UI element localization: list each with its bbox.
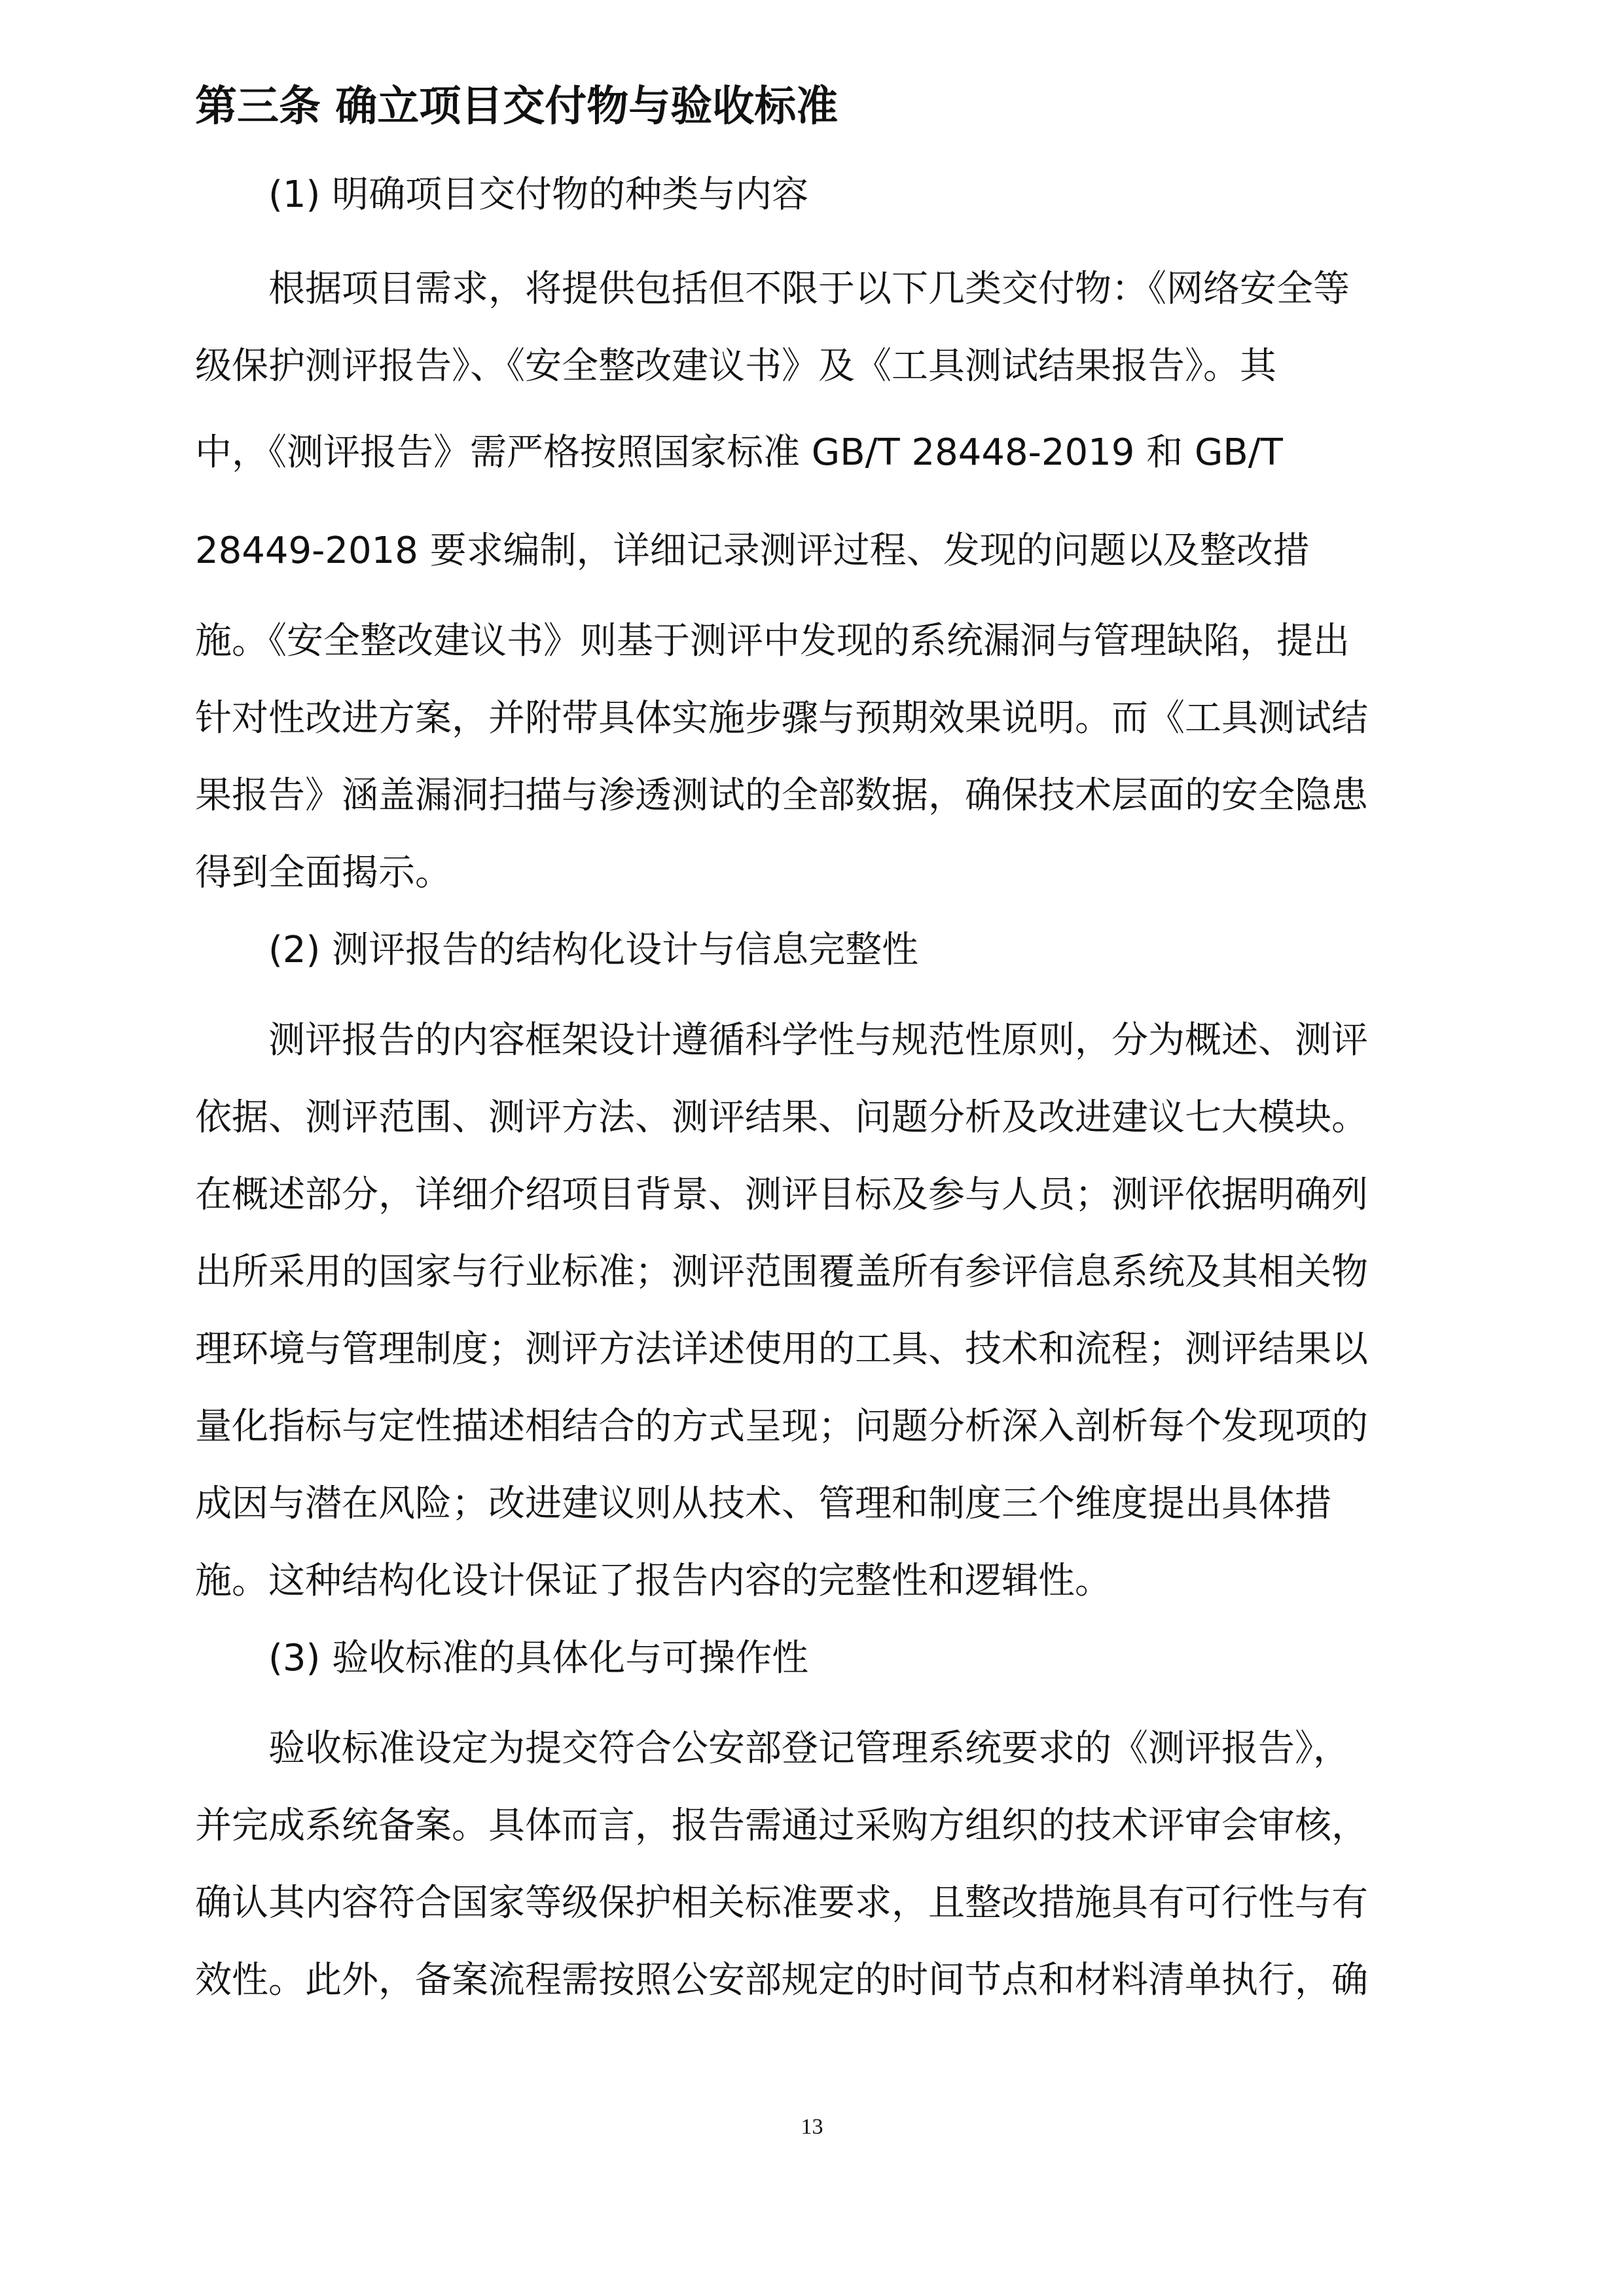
section-2-line-8: 施。这种结构化设计保证了报告内容的完整性和逻辑性。 bbox=[195, 1560, 1111, 1602]
section-1-line-5: 施。《安全整改建议书》则基于测评中发现的系统漏洞与管理缺陷，提出 bbox=[195, 620, 1350, 662]
section-2-line-5: 理环境与管理制度；测评方法详述使用的工具、技术和流程；测评结果以 bbox=[195, 1328, 1368, 1371]
page-number: 13 bbox=[801, 2115, 823, 2139]
section-1-line-7: 果报告》涵盖漏洞扫描与渗透测试的全部数据，确保技术层面的安全隐患 bbox=[195, 774, 1368, 817]
section-1-line-6: 针对性改进方案，并附带具体实施步骤与预期效果说明。而《工具测试结 bbox=[195, 697, 1368, 740]
section-1-title: (1) 明确项目交付物的种类与内容 bbox=[268, 173, 809, 216]
section-1-line-2: 级保护测评报告》、《安全整改建议书》及《工具测试结果报告》。其 bbox=[195, 345, 1276, 387]
section-2-title: (2) 测评报告的结构化设计与信息完整性 bbox=[268, 929, 919, 971]
section-3-line-2: 并完成系统备案。具体而言，报告需通过采购方组织的技术评审会审核， bbox=[195, 1804, 1368, 1847]
section-1-line-3: 中，《测评报告》需严格按照国家标准 GB/T 28448-2019 和 GB/T bbox=[195, 431, 1283, 474]
section-3-line-1: 验收标准设定为提交符合公安部登记管理系统要求的《测评报告》， bbox=[268, 1727, 1350, 1770]
section-1-line-1: 根据项目需求，将提供包括但不限于以下几类交付物：《网络安全等 bbox=[268, 268, 1350, 310]
section-2-line-2: 依据、测评范围、测评方法、测评结果、问题分析及改进建议七大模块。 bbox=[195, 1096, 1368, 1139]
section-2-line-4: 出所采用的国家与行业标准；测评范围覆盖所有参评信息系统及其相关物 bbox=[195, 1251, 1368, 1293]
section-2-line-1: 测评报告的内容框架设计遵循科学性与规范性原则，分为概述、测评 bbox=[268, 1019, 1368, 1062]
section-1-line-4: 28449-2018 要求编制，详细记录测评过程、发现的问题以及整改措 bbox=[195, 529, 1310, 572]
section-1-line-8: 得到全面揭示。 bbox=[195, 852, 452, 894]
section-3-line-3: 确认其内容符合国家等级保护相关标准要求，且整改措施具有可行性与有 bbox=[195, 1882, 1368, 1924]
section-3-line-4: 效性。此外，备案流程需按照公安部规定的时间节点和材料清单执行，确 bbox=[195, 1959, 1368, 2001]
article-heading: 第三条 确立项目交付物与验收标准 bbox=[195, 82, 839, 131]
section-2-line-7: 成因与潜在风险；改进建议则从技术、管理和制度三个维度提出具体措 bbox=[195, 1482, 1331, 1525]
section-3-title: (3) 验收标准的具体化与可操作性 bbox=[268, 1637, 809, 1679]
section-2-line-3: 在概述部分，详细介绍项目背景、测评目标及参与人员；测评依据明确列 bbox=[195, 1174, 1368, 1216]
section-2-line-6: 量化指标与定性描述相结合的方式呈现；问题分析深入剖析每个发现项的 bbox=[195, 1405, 1368, 1448]
